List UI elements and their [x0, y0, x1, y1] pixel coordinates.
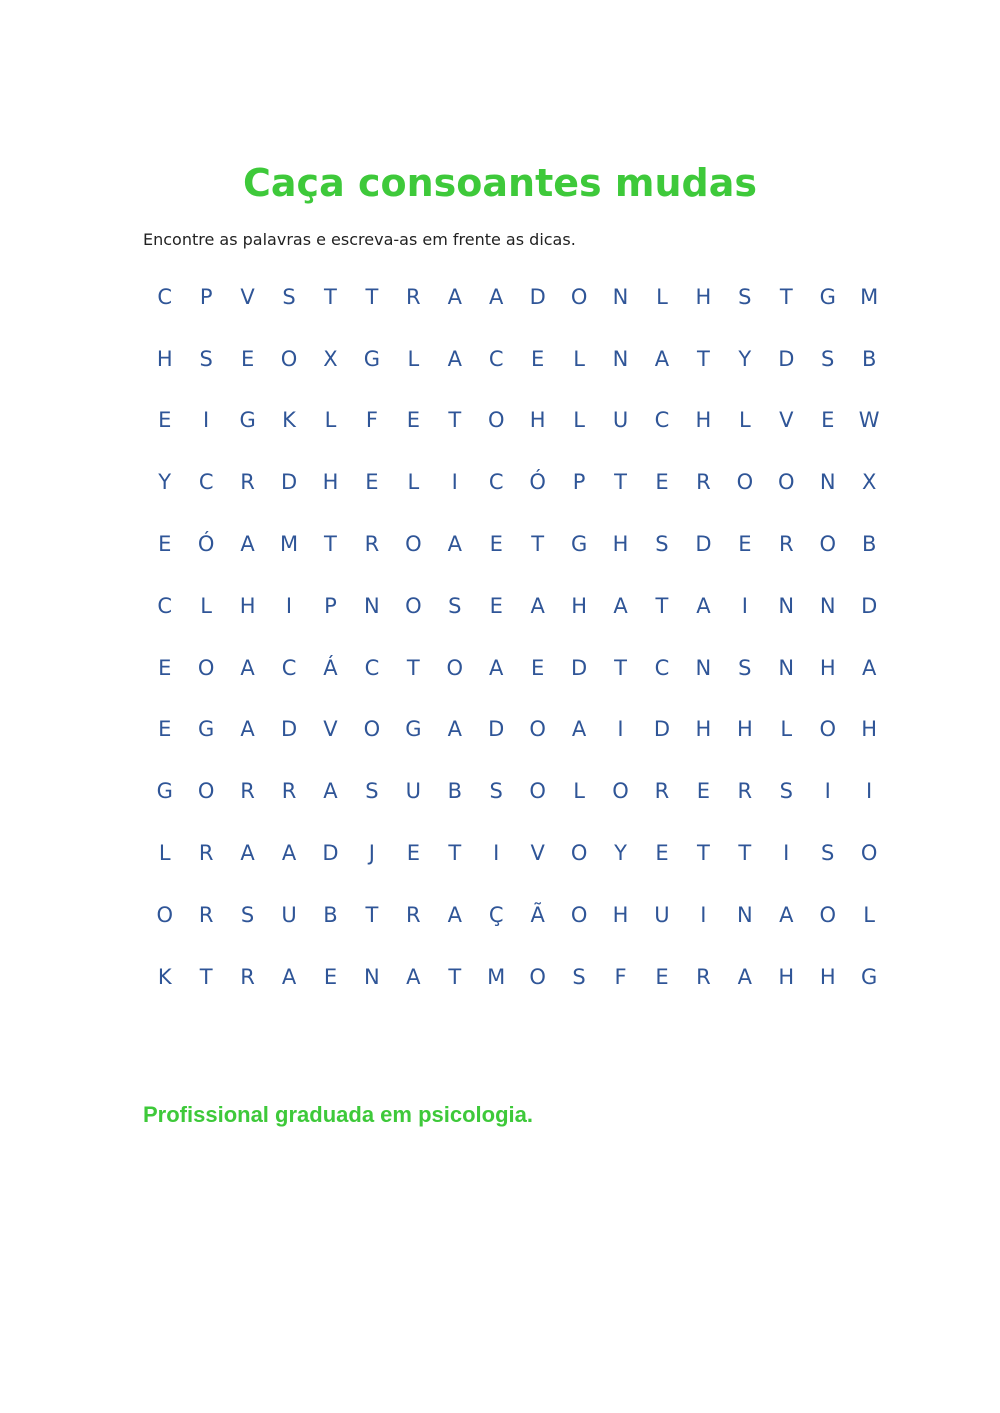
grid-letter[interactable]: O — [197, 655, 215, 680]
grid-letter[interactable]: O — [487, 408, 505, 433]
grid-row — [144, 575, 890, 637]
grid-letter[interactable]: N — [612, 346, 629, 371]
grid-letter[interactable]: L — [573, 779, 585, 804]
grid-letter[interactable]: Y — [738, 346, 752, 371]
grid-letter[interactable]: I — [824, 779, 831, 804]
grid-letter[interactable]: H — [695, 284, 712, 309]
grid-letter[interactable]: J — [368, 841, 375, 866]
grid-letter[interactable]: O — [570, 284, 588, 309]
grid-letter[interactable]: R — [696, 964, 711, 989]
grid-letter[interactable]: Ç — [488, 902, 504, 927]
grid-letter[interactable]: O — [529, 964, 546, 989]
grid-letter[interactable]: L — [407, 470, 420, 495]
grid-letter[interactable]: C — [488, 470, 504, 495]
grid-letter[interactable]: E — [365, 470, 379, 495]
grid-letter[interactable]: T — [448, 964, 462, 989]
grid-letter[interactable]: A — [323, 779, 338, 804]
grid-letter[interactable]: D — [280, 470, 298, 495]
grid-letter[interactable]: F — [614, 964, 627, 989]
grid-letter[interactable]: A — [240, 841, 255, 866]
grid-letter[interactable]: V — [779, 408, 794, 433]
grid-letter[interactable]: H — [529, 408, 546, 433]
grid-letter[interactable]: H — [819, 964, 836, 989]
grid-letter[interactable]: H — [695, 408, 712, 433]
grid-letter[interactable]: X — [323, 346, 338, 371]
grid-letter[interactable]: I — [451, 470, 458, 495]
grid-letter[interactable]: A — [447, 902, 462, 927]
grid-letter[interactable]: T — [365, 284, 379, 309]
grid-letter[interactable]: T — [324, 284, 337, 309]
grid-letter[interactable]: H — [156, 346, 173, 371]
grid-letter[interactable]: H — [778, 964, 795, 989]
grid-letter[interactable]: T — [531, 532, 545, 557]
grid-letter[interactable]: N — [778, 655, 795, 680]
grid-letter[interactable]: I — [783, 841, 790, 866]
grid-letter[interactable]: E — [406, 841, 420, 866]
grid-letter[interactable]: D — [322, 841, 339, 866]
grid-letter[interactable]: S — [779, 779, 793, 804]
grid-letter[interactable]: T — [696, 346, 710, 371]
grid-letter[interactable]: N — [364, 593, 380, 618]
grid-letter[interactable]: R — [240, 779, 255, 804]
grid-letter[interactable]: D — [280, 717, 298, 742]
grid-letter[interactable]: I — [493, 841, 500, 866]
grid-letter[interactable]: G — [239, 408, 256, 433]
grid-letter[interactable]: L — [863, 902, 875, 927]
grid-letter[interactable]: R — [778, 532, 794, 557]
grid-letter[interactable]: O — [405, 593, 422, 618]
grid-letter[interactable]: N — [695, 655, 712, 680]
grid-letter[interactable]: L — [573, 408, 585, 433]
grid-letter[interactable]: O — [446, 655, 464, 680]
grid-letter[interactable]: N — [612, 284, 629, 309]
grid-letter[interactable]: E — [406, 408, 420, 433]
grid-letter[interactable]: L — [407, 346, 420, 371]
grid-letter[interactable]: E — [158, 532, 172, 557]
grid-letter[interactable]: G — [861, 964, 878, 989]
grid-letter[interactable]: S — [282, 284, 296, 309]
grid-letter[interactable]: U — [654, 902, 670, 927]
grid-letter[interactable]: Ã — [530, 902, 545, 927]
grid-letter[interactable]: H — [861, 717, 878, 742]
grid-letter[interactable]: D — [653, 717, 671, 742]
grid-letter[interactable]: E — [489, 532, 503, 557]
grid-letter[interactable]: O — [363, 717, 381, 742]
grid-letter[interactable]: E — [489, 593, 503, 618]
clue-1: Profissional graduada em psicologia. — [143, 1102, 533, 1127]
grid-letter[interactable]: L — [656, 284, 668, 309]
grid-letter[interactable]: B — [861, 532, 877, 557]
grid-letter[interactable]: A — [447, 717, 462, 742]
grid-letter[interactable]: O — [778, 470, 795, 495]
grid-letter[interactable]: O — [529, 779, 546, 804]
grid-letter[interactable]: O — [529, 717, 546, 742]
grid-letter[interactable]: A — [489, 655, 504, 680]
grid-letter[interactable]: A — [406, 964, 421, 989]
grid-letter[interactable]: E — [696, 779, 711, 804]
grid-letter[interactable]: K — [282, 408, 296, 433]
grid-letter[interactable]: R — [364, 532, 380, 557]
grid-letter[interactable]: S — [821, 841, 835, 866]
grid-letter[interactable]: T — [448, 841, 462, 866]
grid-letter[interactable]: E — [655, 964, 669, 989]
grid-letter[interactable]: T — [696, 841, 710, 866]
grid-letter[interactable]: R — [281, 779, 297, 804]
grid-letter[interactable]: E — [531, 346, 545, 371]
grid-letter[interactable]: T — [324, 532, 337, 557]
grid-letter[interactable]: T — [406, 655, 420, 680]
grid-letter[interactable]: T — [655, 593, 669, 618]
grid-letter[interactable]: L — [573, 346, 585, 371]
grid-letter[interactable]: T — [614, 470, 627, 495]
grid-letter[interactable]: I — [203, 408, 210, 433]
grid-letter[interactable]: E — [655, 470, 669, 495]
grid-letter[interactable]: L — [738, 408, 751, 433]
grid-letter[interactable]: G — [363, 346, 381, 371]
grid-letter[interactable]: D — [571, 655, 588, 680]
grid-letter[interactable]: V — [323, 717, 338, 742]
grid-letter[interactable]: H — [571, 593, 587, 618]
grid-letter[interactable]: F — [365, 408, 378, 433]
grid-letter[interactable]: P — [324, 593, 337, 618]
grid-letter[interactable]: L — [200, 593, 212, 618]
grid-letter[interactable]: V — [530, 841, 545, 866]
grid-letter[interactable]: Á — [323, 655, 338, 680]
grid-letter[interactable]: C — [157, 284, 173, 309]
grid-letter[interactable]: R — [406, 902, 421, 927]
grid-letter[interactable]: E — [158, 408, 172, 433]
grid-letter[interactable]: U — [281, 902, 297, 927]
word-search-grid — [144, 266, 890, 1008]
grid-letter[interactable]: C — [281, 655, 297, 680]
grid-letter[interactable]: A — [737, 964, 753, 989]
grid-letter[interactable]: A — [613, 593, 628, 618]
grid-letter[interactable]: C — [654, 408, 670, 433]
grid-row — [144, 884, 890, 946]
grid-letter[interactable]: S — [448, 593, 462, 618]
grid-letter[interactable]: A — [447, 532, 462, 557]
grid-letter[interactable]: C — [364, 655, 380, 680]
grid-letter[interactable]: A — [861, 655, 877, 680]
grid-letter[interactable]: R — [198, 841, 214, 866]
grid-letter[interactable]: K — [157, 964, 172, 989]
grid-letter[interactable]: V — [240, 284, 255, 309]
grid-letter[interactable]: H — [819, 655, 836, 680]
grid-letter[interactable]: B — [447, 779, 462, 804]
grid-letter[interactable]: N — [364, 964, 380, 989]
grid-letter[interactable]: T — [614, 655, 627, 680]
grid-letter[interactable]: G — [819, 284, 836, 309]
grid-letter[interactable]: A — [530, 593, 545, 618]
grid-letter[interactable]: S — [738, 655, 752, 680]
grid-letter[interactable]: I — [285, 593, 293, 618]
grid-letter[interactable]: Ó — [197, 532, 215, 557]
grid-letter[interactable]: T — [738, 841, 752, 866]
grid-letter[interactable]: A — [447, 284, 462, 309]
grid-letter[interactable]: I — [700, 902, 707, 927]
grid-letter[interactable]: A — [240, 655, 255, 680]
grid-letter[interactable]: S — [365, 779, 379, 804]
grid-letter[interactable]: D — [529, 284, 546, 309]
grid-row — [144, 513, 890, 575]
grid-letter[interactable]: S — [240, 902, 255, 927]
grid-letter[interactable]: H — [239, 593, 256, 618]
grid-letter[interactable]: S — [199, 346, 213, 371]
grid-row — [144, 451, 890, 513]
grid-letter[interactable]: S — [489, 779, 503, 804]
grid-letter[interactable]: O — [819, 532, 836, 557]
grid-letter[interactable]: S — [821, 346, 835, 371]
grid-letter[interactable]: O — [405, 532, 422, 557]
grid-letter[interactable]: Y — [158, 470, 172, 495]
grid-row — [144, 390, 890, 452]
grid-row — [144, 266, 890, 328]
grid-letter[interactable]: A — [240, 532, 255, 557]
grid-letter[interactable]: E — [738, 532, 752, 557]
grid-letter[interactable]: O — [860, 841, 878, 866]
grid-letter[interactable]: I — [741, 593, 748, 618]
grid-row — [144, 822, 890, 884]
grid-letter[interactable]: N — [778, 593, 795, 618]
grid-letter[interactable]: E — [240, 346, 255, 371]
grid-letter[interactable]: G — [570, 532, 588, 557]
grid-letter[interactable]: E — [158, 655, 172, 680]
grid-letter[interactable]: M — [487, 964, 506, 989]
grid-letter[interactable]: E — [158, 717, 172, 742]
grid-letter[interactable]: E — [323, 964, 338, 989]
grid-letter[interactable]: R — [240, 470, 255, 495]
grid-letter[interactable]: B — [861, 346, 877, 371]
grid-letter[interactable]: H — [322, 470, 339, 495]
grid-letter[interactable]: G — [405, 717, 422, 742]
grid-letter[interactable]: U — [405, 779, 422, 804]
grid-letter[interactable]: T — [448, 408, 462, 433]
grid-letter[interactable]: W — [858, 408, 880, 433]
grid-letter[interactable]: O — [570, 902, 588, 927]
grid-letter[interactable]: C — [157, 593, 173, 618]
grid-letter[interactable]: H — [736, 717, 753, 742]
instructions-text: Encontre as palavras e escreva-as em frente as dicas. — [143, 230, 576, 249]
grid-letter[interactable]: Ó — [529, 470, 546, 495]
grid-letter[interactable]: A — [571, 717, 587, 742]
grid-letter[interactable]: I — [617, 717, 624, 742]
grid-row — [144, 328, 890, 390]
grid-letter[interactable]: H — [695, 717, 712, 742]
grid-letter[interactable]: C — [654, 655, 670, 680]
page-title: Caça consoantes mudas — [243, 161, 757, 205]
grid-letter[interactable]: N — [819, 593, 836, 618]
grid-letter[interactable]: O — [819, 717, 836, 742]
grid-letter[interactable]: L — [780, 717, 793, 742]
grid-letter[interactable]: D — [695, 532, 712, 557]
grid-letter[interactable]: S — [738, 284, 752, 309]
grid-letter[interactable]: N — [819, 470, 836, 495]
grid-letter[interactable]: D — [861, 593, 878, 618]
grid-letter[interactable]: P — [572, 470, 586, 495]
grid-letter[interactable]: O — [819, 902, 836, 927]
grid-letter[interactable]: S — [655, 532, 669, 557]
grid-letter[interactable]: N — [736, 902, 753, 927]
grid-letter[interactable]: H — [612, 532, 629, 557]
grid-letter[interactable]: C — [488, 346, 504, 371]
grid-row — [144, 946, 890, 1008]
grid-letter[interactable]: O — [197, 779, 215, 804]
grid-row — [144, 637, 890, 699]
grid-letter[interactable]: R — [240, 964, 255, 989]
grid-letter[interactable]: G — [156, 779, 173, 804]
grid-letter[interactable]: M — [279, 532, 299, 557]
grid-letter[interactable]: H — [612, 902, 629, 927]
grid-letter[interactable]: C — [198, 470, 214, 495]
grid-letter[interactable]: E — [531, 655, 545, 680]
grid-letter[interactable]: E — [821, 408, 835, 433]
grid-letter[interactable]: G — [198, 717, 215, 742]
grid-letter[interactable]: A — [240, 717, 255, 742]
grid-letter[interactable]: A — [779, 902, 794, 927]
grid-letter[interactable]: M — [860, 284, 879, 309]
grid-letter[interactable]: O — [280, 346, 298, 371]
grid-letter[interactable]: O — [736, 470, 754, 495]
grid-letter[interactable]: Y — [614, 841, 627, 866]
grid-letter[interactable]: U — [612, 408, 629, 433]
grid-letter[interactable]: A — [281, 841, 297, 866]
grid-letter[interactable]: P — [199, 284, 213, 309]
grid-letter[interactable]: L — [158, 841, 171, 866]
grid-letter[interactable]: O — [570, 841, 588, 866]
grid-letter[interactable]: A — [281, 964, 297, 989]
grid-row — [144, 699, 890, 761]
grid-letter[interactable]: O — [612, 779, 629, 804]
grid-letter[interactable]: A — [654, 346, 670, 371]
grid-letter[interactable]: I — [866, 779, 873, 804]
grid-letter[interactable]: E — [655, 841, 669, 866]
grid-letter[interactable]: A — [489, 284, 504, 309]
grid-letter[interactable]: R — [654, 779, 670, 804]
grid-letter[interactable]: T — [779, 284, 793, 309]
grid-letter[interactable]: O — [156, 902, 173, 927]
grid-letter[interactable]: B — [323, 902, 338, 927]
grid-letter[interactable]: T — [365, 902, 379, 927]
grid-letter[interactable]: D — [488, 717, 505, 742]
grid-letter[interactable]: R — [737, 779, 753, 804]
grid-letter[interactable]: R — [406, 284, 421, 309]
grid-letter[interactable]: L — [324, 408, 337, 433]
grid-letter[interactable]: A — [447, 346, 462, 371]
grid-letter[interactable]: S — [572, 964, 586, 989]
grid-letter[interactable]: A — [696, 593, 711, 618]
grid-letter[interactable]: X — [861, 470, 877, 495]
grid-letter[interactable]: D — [778, 346, 795, 371]
grid-row — [144, 760, 890, 822]
grid-letter[interactable]: R — [198, 902, 214, 927]
grid-letter[interactable]: R — [696, 470, 711, 495]
grid-letter[interactable]: T — [199, 964, 213, 989]
